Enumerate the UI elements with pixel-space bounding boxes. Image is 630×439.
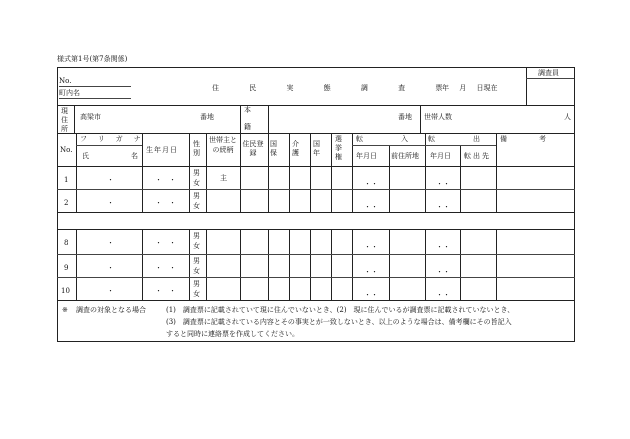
in-date-dots: ・・ (364, 180, 378, 188)
col-in-ymd: 年月日 (356, 152, 377, 160)
name-dot: ・ (107, 199, 114, 207)
name-dot: ・ (107, 239, 114, 247)
town-underline (59, 98, 131, 99)
head-mark: 主 (220, 174, 227, 182)
column-line (331, 133, 332, 212)
gender-male: 男 (193, 192, 200, 200)
in-date-dots: ・・ (364, 291, 378, 299)
col-remarks: 備 考 (500, 135, 552, 143)
row8-bottom (57, 254, 575, 255)
dob-dots: ・ ・ (155, 199, 176, 207)
col-out-ymd: 年月日 (430, 152, 451, 160)
column-line (268, 229, 269, 300)
row9-bottom (57, 277, 575, 278)
column-line (289, 133, 290, 212)
inspector-label: 調査員 (538, 69, 559, 77)
column-line (331, 229, 332, 300)
col-national-pension: 国年 (313, 140, 320, 157)
row-number: 9 (64, 264, 69, 272)
no-label: No. (59, 77, 72, 85)
col-moved-in: 転 入 (356, 135, 416, 143)
inspector-divider (526, 67, 527, 105)
col-destination: 転出先 (464, 152, 491, 160)
col-dob: 生年月日 (146, 146, 178, 154)
col-prev-address: 前住所地 (391, 152, 419, 160)
form-title: 住 民 実 態 調 査 票 (212, 84, 457, 92)
in-date-dots: ・・ (364, 243, 378, 251)
move-subline (352, 145, 496, 146)
out-date-dots: ・・ (436, 291, 450, 299)
furigana-line (76, 145, 142, 146)
column-line (289, 229, 290, 300)
row-number: 2 (64, 199, 69, 207)
gender-male: 男 (193, 280, 200, 288)
col-resident-reg: 住民登録 (242, 140, 264, 157)
household-count: 世帯人数 (424, 113, 452, 121)
header-bottom (57, 166, 575, 167)
column-line (389, 229, 390, 300)
col-care: 介護 (292, 140, 299, 157)
row1-bottom (57, 189, 575, 190)
column-line (189, 229, 190, 300)
honseki-left (240, 105, 241, 133)
name-dot: ・ (107, 287, 114, 295)
gender-male: 男 (193, 169, 200, 177)
col-election: 選挙権 (335, 135, 342, 161)
col-gender: 性別 (193, 140, 200, 157)
persons-unit: 人 (564, 113, 571, 121)
date-label: 年 月 日現在 (442, 84, 498, 92)
column-line (142, 133, 143, 212)
out-date-dots: ・・ (436, 268, 450, 276)
gender-female: 女 (193, 242, 200, 250)
block2-top (57, 229, 575, 230)
city: 高梁市 (80, 113, 101, 121)
in-date-dots: ・・ (364, 268, 378, 276)
no-underline (59, 86, 131, 87)
frame-top (57, 67, 575, 68)
column-line (240, 229, 241, 300)
household-divider (420, 105, 421, 133)
row-number: 1 (64, 176, 69, 184)
note-line-3: すると同時に連絡票を作成してください。 (166, 330, 299, 338)
address-label: 現住所 (61, 107, 68, 133)
column-line (142, 229, 143, 300)
column-line (310, 229, 311, 300)
column-line (425, 229, 426, 300)
column-line (352, 229, 353, 300)
col-national-insurance: 国保 (270, 140, 277, 157)
dob-dots: ・ ・ (155, 176, 176, 184)
out-date-dots: ・・ (436, 203, 450, 211)
column-line (496, 133, 497, 212)
col-moved-out: 転 出 (428, 135, 488, 143)
name-dot: ・ (107, 176, 114, 184)
column-line (460, 229, 461, 300)
column-line (460, 145, 461, 212)
block2-bottom (57, 300, 575, 301)
banchi-2: 番地 (398, 113, 412, 121)
note-title: 調査の対象となる場合 (76, 306, 146, 314)
column-line (389, 145, 390, 212)
form-label: 様式第1号(第7条関係) (57, 55, 128, 63)
column-line (496, 229, 497, 300)
banchi-1: 番地 (200, 113, 214, 121)
gender-female: 女 (193, 267, 200, 275)
column-line (310, 133, 311, 212)
col-no: No. (60, 146, 73, 154)
gender-male: 男 (193, 257, 200, 265)
col-relation: 世帯主との続柄 (209, 136, 237, 154)
note-line-1: (1) 調査票に記載されていて現に住んでいないとき、(2) 現に住んでいるが調査票に記載されていないとき、 (166, 306, 515, 314)
dob-dots: ・ ・ (155, 287, 176, 295)
column-line (206, 229, 207, 300)
honseki-right (268, 105, 269, 133)
inspector-line (526, 78, 574, 79)
row-number: 8 (64, 239, 69, 247)
honseki-label-1: 本 (244, 106, 251, 114)
note-line-2: (3) 調査票に記載されている内容とその事実とが一致しないとき、以上のような場合は、備考欄にその旨記入 (166, 318, 512, 326)
column-line (189, 133, 190, 212)
gender-female: 女 (193, 202, 200, 210)
column-line (240, 133, 241, 212)
note-mark: ※ (62, 306, 68, 314)
gender-female: 女 (193, 179, 200, 187)
column-line (76, 229, 77, 300)
block1-bottom (57, 212, 575, 213)
address-divider (74, 105, 75, 133)
out-date-dots: ・・ (436, 180, 450, 188)
in-date-dots: ・・ (364, 203, 378, 211)
name-dot: ・ (107, 264, 114, 272)
town-label: 町内名 (59, 89, 80, 97)
col-name: 氏 名 (82, 152, 138, 160)
honseki-label-2: 籍 (244, 123, 251, 131)
table-top (57, 133, 575, 134)
address-top (57, 105, 575, 106)
frame-bottom (57, 341, 575, 342)
dob-dots: ・ ・ (155, 239, 176, 247)
gender-female: 女 (193, 290, 200, 298)
out-date-dots: ・・ (436, 243, 450, 251)
dob-dots: ・ ・ (155, 264, 176, 272)
row-number: 10 (61, 287, 70, 295)
gender-male: 男 (193, 232, 200, 240)
col-furigana: フリガナ (80, 135, 152, 143)
